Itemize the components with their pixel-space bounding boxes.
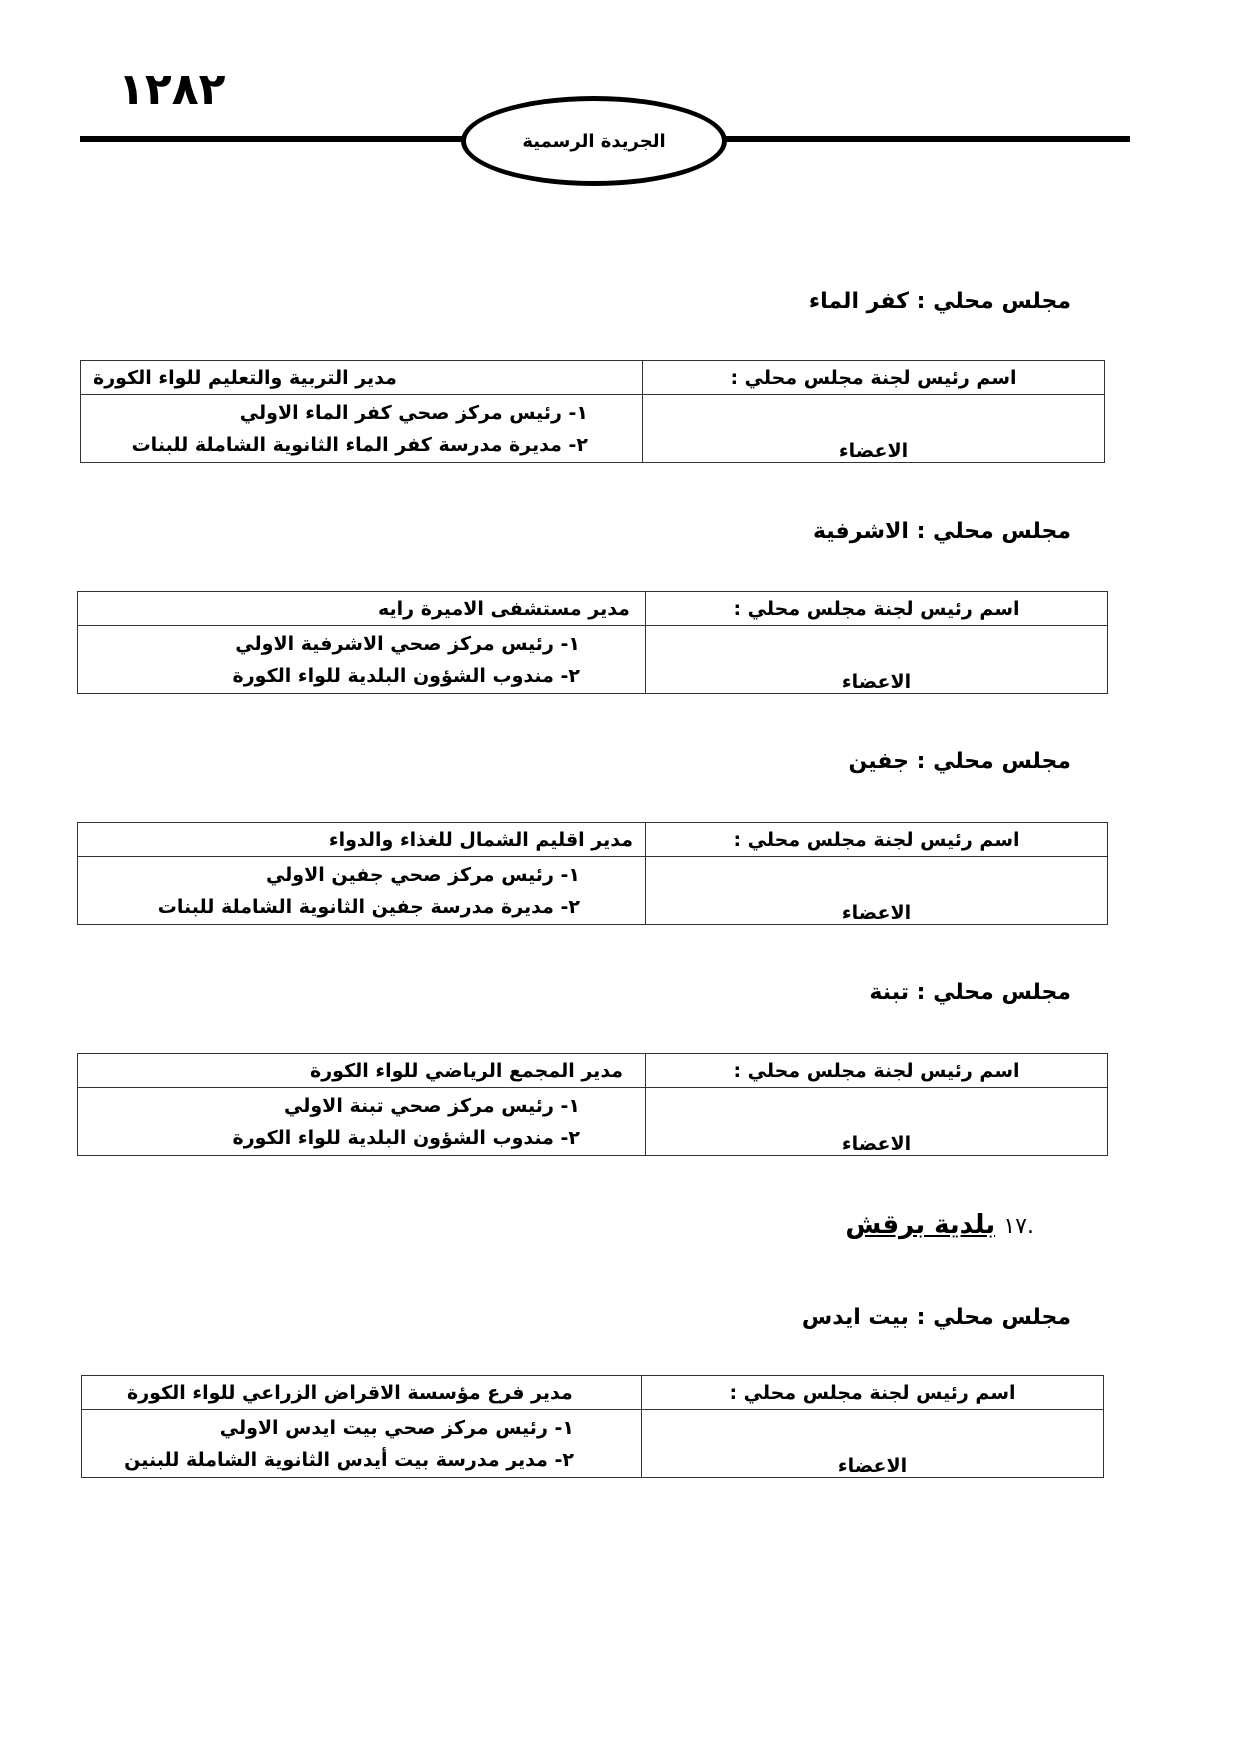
page-number: ١٢٨٢	[118, 64, 226, 115]
council-table	[77, 591, 1108, 694]
members-label: الاعضاء	[646, 1088, 1108, 1156]
council-table	[77, 1053, 1108, 1156]
council-title: مجلس محلي : تبنة	[869, 980, 1071, 1005]
chair-label: اسم رئيس لجنة مجلس محلي :	[642, 1376, 1104, 1410]
members-label: الاعضاء	[643, 395, 1105, 463]
member-line: ٢- مدير مدرسة بيت أيدس الثانوية الشاملة للبنين	[124, 1448, 574, 1471]
chair-label: اسم رئيس لجنة مجلس محلي :	[643, 361, 1105, 395]
members-label: الاعضاء	[646, 626, 1108, 694]
members-list	[82, 1410, 642, 1478]
member-line: ١- رئيس مركز صحي تبنة الاولي	[284, 1094, 580, 1117]
members-label: الاعضاء	[646, 857, 1108, 925]
member-line: ١- رئيس مركز صحي بيت ايدس الاولي	[219, 1416, 574, 1439]
council-title: مجلس محلي : الاشرفية	[812, 519, 1071, 544]
member-line: ٢- مندوب الشؤون البلدية للواء الكورة	[232, 1126, 580, 1149]
gazette-title: الجريدة الرسمية	[522, 130, 666, 152]
chair-value: مدير فرع مؤسسة الاقراض الزراعي للواء الكورة	[82, 1376, 642, 1410]
chair-value: مدير اقليم الشمال للغذاء والدواء	[78, 823, 646, 857]
chair-label: اسم رئيس لجنة مجلس محلي :	[646, 823, 1108, 857]
chair-value: مدير التربية والتعليم للواء الكورة	[81, 361, 643, 395]
member-line: ١- رئيس مركز صحي كفر الماء الاولي	[239, 401, 588, 424]
members-list	[78, 1088, 646, 1156]
member-line: ١- رئيس مركز صحي جفين الاولي	[265, 863, 580, 886]
chair-label: اسم رئيس لجنة مجلس محلي :	[646, 592, 1108, 626]
section-number: .١٧	[1003, 1214, 1034, 1239]
council-title: مجلس محلي : بيت ايدس	[801, 1305, 1071, 1330]
members-list	[78, 626, 646, 694]
members-list	[81, 395, 643, 463]
council-table	[81, 1375, 1104, 1478]
section-heading	[845, 1212, 1034, 1238]
member-line: ١- رئيس مركز صحي الاشرفية الاولي	[235, 632, 580, 655]
council-title: مجلس محلي : جفين	[848, 749, 1071, 774]
members-label: الاعضاء	[642, 1410, 1104, 1478]
members-list	[78, 857, 646, 925]
council-table	[77, 822, 1108, 925]
member-line: ٢- مندوب الشؤون البلدية للواء الكورة	[232, 664, 580, 687]
council-title: مجلس محلي : كفر الماء	[808, 289, 1071, 314]
member-line: ٢- مديرة مدرسة كفر الماء الثانوية الشاملة للبنات	[131, 433, 588, 456]
chair-value: مدير المجمع الرياضي للواء الكورة	[78, 1054, 646, 1088]
council-table	[80, 360, 1105, 463]
section-name: بلدية برقش	[845, 1210, 996, 1240]
member-line: ٢- مديرة مدرسة جفين الثانوية الشاملة للبنات	[157, 895, 580, 918]
gazette-title-oval	[461, 96, 727, 186]
chair-label: اسم رئيس لجنة مجلس محلي :	[646, 1054, 1108, 1088]
chair-value: مدير مستشفى الاميرة رايه	[78, 592, 646, 626]
